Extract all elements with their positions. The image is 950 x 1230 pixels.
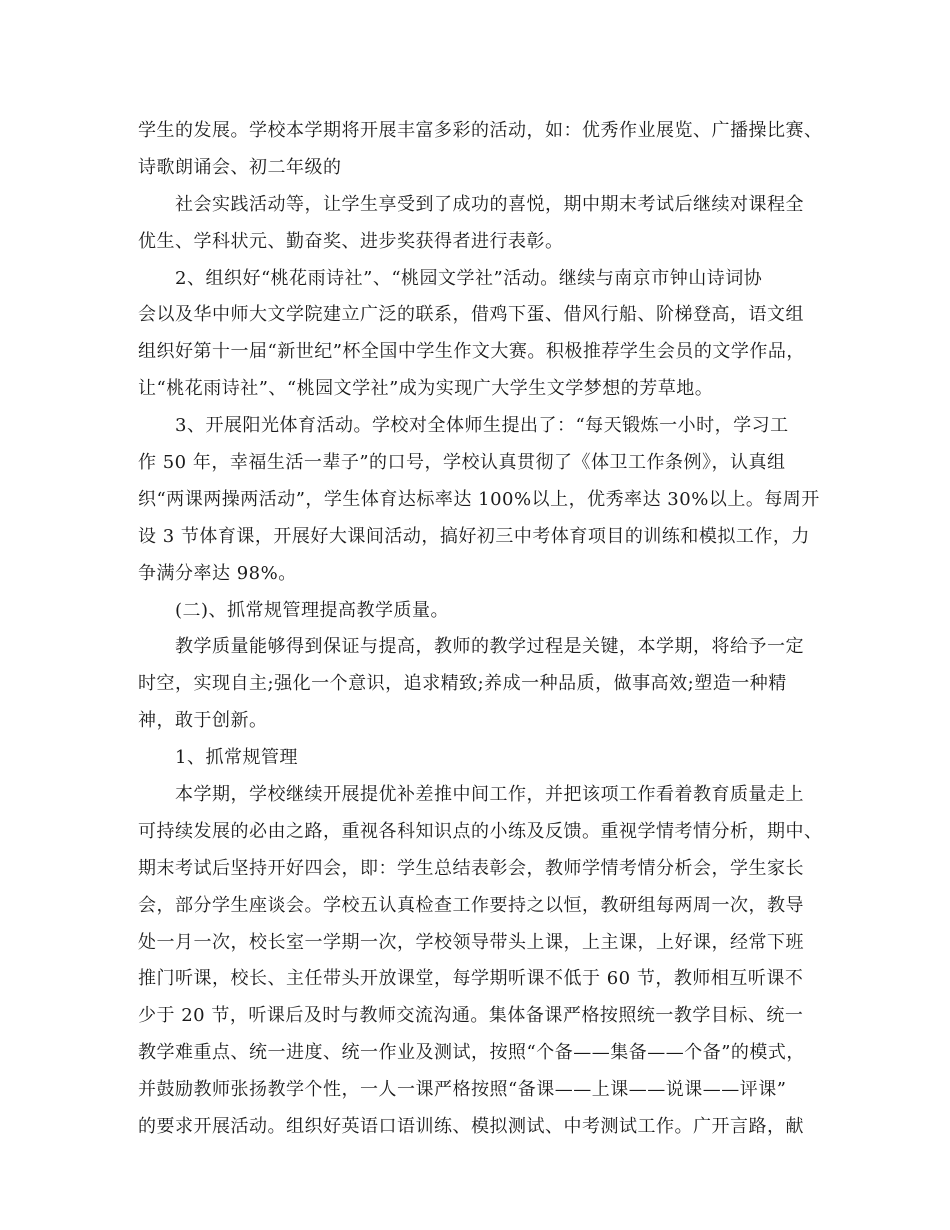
text-line: 设 3 节体育课，开展好大课间活动，搞好初三中考体育项目的训练和模拟工作，力 [138,525,810,547]
text-line: 3、开展阳光体育活动。学校对全体师生提出了：“每天锻炼一小时，学习工 [175,415,789,437]
text-line: 教学难重点、统一进度、统一作业及测试，按照“个备——集备——个备”的模式， [138,1042,805,1064]
text-line: 时空，实现自主;强化一个意识，追求精致;养成一种品质，做事高效;塑造一种精 [138,673,787,695]
text-line: 本学期，学校继续开展提优补差推中间工作，并把该项工作看着教育质量走上 [175,784,804,806]
text-line: 织“两课两操两活动”，学生体育达标率达 100%以上，优秀率达 30%以上。每周开 [138,488,820,510]
text-line: 并鼓励教师张扬教学个性，一人一课严格按照“备课——上课——说课——评课” [138,1079,787,1101]
text-line: 优生、学科状元、勤奋奖、进步奖获得者进行表彰。 [138,230,564,252]
text-line: 社会实践活动等，让学生享受到了成功的喜悦，期中期末考试后继续对课程全 [175,193,804,215]
text-line: 让“桃花雨诗社”、“桃园文学社”成为实现广大学生文学梦想的芳草地。 [138,378,714,400]
text-line: 诗歌朗诵会、初二年级的 [138,156,342,178]
text-line: 的要求开展活动。组织好英语口语训练、模拟测试、中考测试工作。广开言路，献 [138,1116,804,1138]
text-line: 教学质量能够得到保证与提高，教师的教学过程是关键，本学期，将给予一定 [175,636,804,658]
text-line: 神，敢于创新。 [138,710,268,732]
text-line: 会以及华中师大文学院建立广泛的联系，借鸡下蛋、借风行船、阶梯登高，语文组 [138,304,804,326]
text-line: 推门听课，校长、主任带头开放课堂，每学期听课不低于 60 节，教师相互听课不 [138,968,804,990]
text-line: 少于 20 节，听课后及时与教师交流沟通。集体备课严格按照统一教学目标、统一 [138,1005,804,1027]
text-line: (二)、抓常规管理提高教学质量。 [175,599,450,621]
text-line: 期末考试后坚持开好四会，即：学生总结表彰会，教师学情考情分析会，学生家长 [138,857,804,879]
text-line: 1、抓常规管理 [175,747,298,769]
text-line: 争满分率达 98%。 [138,562,297,584]
text-line: 学生的发展。学校本学期将开展丰富多彩的活动，如：优秀作业展览、广播操比赛、 [138,120,823,141]
document-body [138,113,828,1146]
text-line: 作 50 年，幸福生活一辈子”的口号，学校认真贯彻了《体卫工作条例》，认真组 [138,452,786,474]
text-line: 2、组织好“桃花雨诗社”、“桃园文学社”活动。继续与南京市钟山诗词协 [175,267,763,289]
text-line: 会，部分学生座谈会。学校五认真检查工作要持之以恒，教研组每两周一次，教导 [138,894,804,916]
text-line: 处一月一次，校长室一学期一次，学校领导带头上课，上主课，上好课，经常下班 [138,931,804,953]
text-line: 可持续发展的必由之路，重视各科知识点的小练及反馈。重视学情考情分析，期中、 [138,820,823,842]
text-line: 组织好第十一届“新世纪”杯全国中学生作文大赛。积极推荐学生会员的文学作品， [138,341,805,363]
